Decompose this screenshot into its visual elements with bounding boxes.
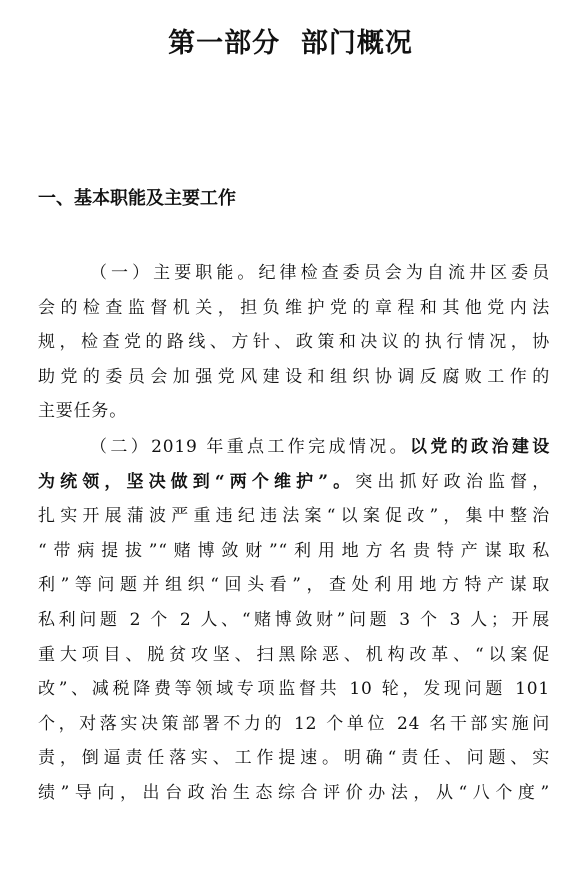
paragraph-line: 主要任务。 [38,401,127,422]
paragraph-text: 突出抓好政治监督， [355,471,550,492]
paragraph-line: （一）主要职能。纪律检查委员会为自流井区委员 [90,263,550,283]
paragraph-main-functions [38,256,550,429]
paragraph-line: 扎实开展蒲波严重违纪违法案“以案促改”，集中整治 [38,506,550,527]
paragraph-emphasis: 以党的政治建设 [410,437,550,457]
section-heading: 一、基本职能及主要工作 [38,188,236,209]
paragraph-line: “带病提拔”“赌博敛财”“利用地方名贵特产谋取私 [38,540,550,561]
paragraph-line: 重大项目、脱贫攻坚、扫黑除恶、机构改革、“以案促 [38,644,550,665]
page-title: 第一部分 部门概况 [168,28,413,59]
paragraph-line: 助党的委员会加强党风建设和组织协调反腐败工作的 [38,366,550,387]
paragraph-emphasis: 为统领，坚决做到“两个维护”。 [38,471,356,492]
paragraph-line [38,465,550,500]
paragraph-line: 绩”导向，出台政治生态综合评价办法，从“八个度” [38,782,550,803]
paragraph-line: 利”等问题并组织“回头看”，查处利用地方特产谋取 [38,575,550,596]
paragraph-line: 责，倒逼责任落实、工作提速。明确“责任、问题、实 [38,748,550,769]
paragraph-line: 改”、减税降费等领域专项监督共 10 轮，发现问题 101 [38,679,550,700]
paragraph-text: （二）2019 年重点工作完成情况。 [90,437,410,457]
paragraph-line: 个，对落实决策部署不力的 12 个单位 24 名干部实施问 [38,713,550,734]
paragraph-line: 私利问题 2 个 2 人、“赌博敛财”问题 3 个 3 人；开展 [38,609,550,630]
paragraph-key-work-2019 [38,430,550,811]
paragraph-line: 会的检查监督机关，担负维护党的章程和其他党内法 [38,297,550,318]
paragraph-line [38,430,550,465]
paragraph-line: 规，检查党的路线、方针、政策和决议的执行情况，协 [38,332,550,353]
